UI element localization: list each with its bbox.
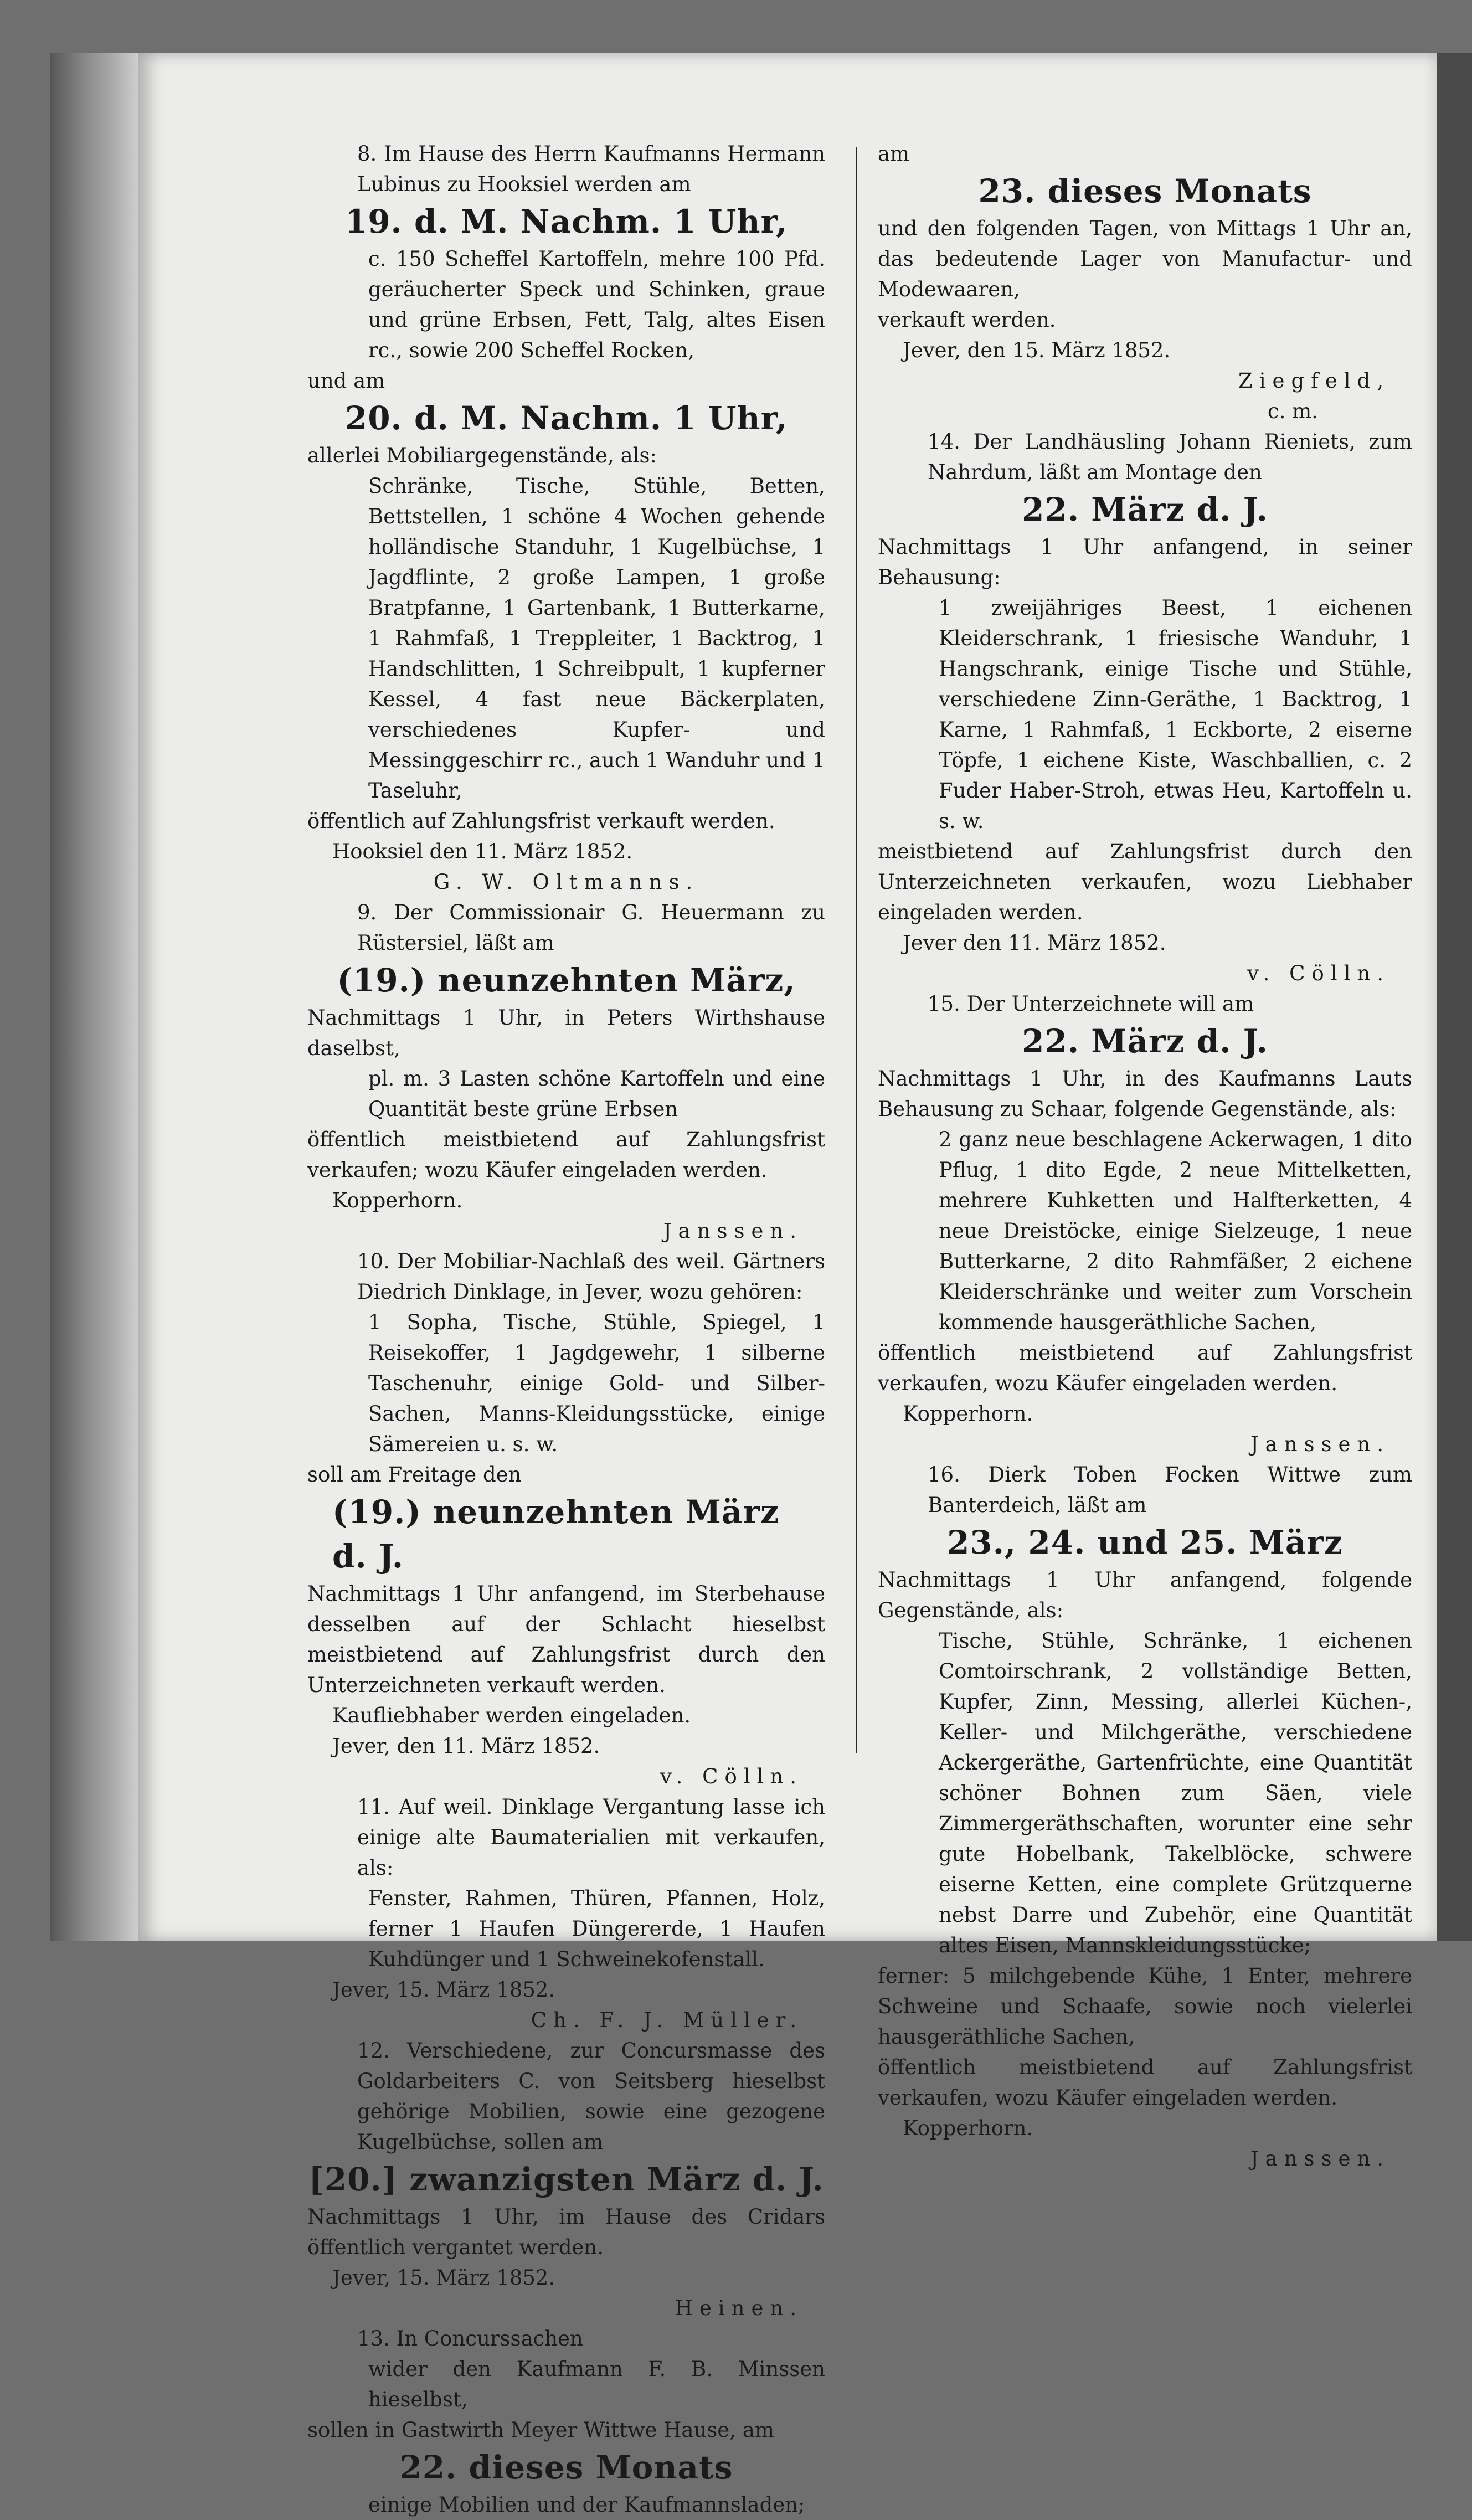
right-paragraph: 16. Dierk Toben Focken Wittwe zum Banterdeich, läßt am [928, 1463, 1412, 1517]
left-item-list: Schränke, Tische, Stühle, Betten, Bettstellen, 1 schöne 4 Wochen gehende holländische Standuhr, 1 Kugelbüchse, 1 Jagdflinte, 2 große Lampen, 1 große Bratpfanne, 1 Gartenbank, 1 Butterkarne, 1 Rahmfaß, 1 Treppleiter, 1 Backtrog, 1 Handschlitten, 1 Schreibpult, 1 kupferner Kessel, 4 fast neue Bäckerplaten, verschiedenes Kupfer- und Messinggeschirr rc., auch 1 Wanduhr und 1 Taseluhr, [368, 474, 825, 803]
right-paragraph: Kopperhorn. [903, 2116, 1033, 2140]
right-paragraph: Kopperhorn. [903, 1402, 1033, 1426]
left-paragraph: allerlei Mobiliargegenstände, als: [307, 444, 657, 467]
left-paragraph: Nachmittags 1 Uhr, in Peters Wirthshause daselbst, [307, 1006, 825, 1060]
left-paragraph: soll am Freitage den [307, 1463, 522, 1487]
left-item-list: Fenster, Rahmen, Thüren, Pfannen, Holz, ferner 1 Haufen Düngererde, 1 Haufen Kuhdünger und 1 Schweinekofenstall. [368, 1886, 825, 1971]
left-paragraph: und am [307, 369, 385, 393]
left-paragraph: öffentlich meistbietend auf Zahlungsfrist verkaufen; wozu Käufer eingeladen werden. [307, 1128, 825, 1182]
left-signature: G. W. Oltmanns. [433, 870, 699, 894]
right-paragraph: öffentlich meistbietend auf Zahlungsfrist verkaufen, wozu Käufer eingeladen werden. [878, 1341, 1412, 1395]
left-paragraph: Jever, 15. März 1852. [332, 1978, 555, 2002]
right-paragraph: verkauft werden. [878, 308, 1056, 332]
right-paragraph: Nachmittags 1 Uhr anfangend, folgende Gegenstände, als: [878, 1568, 1412, 1622]
right-paragraph: öffentlich meistbietend auf Zahlungsfrist verkaufen, wozu Käufer eingeladen werden. [878, 2055, 1412, 2110]
left-date-headline: [20.] zwanzigsten März d. J. [308, 2161, 824, 2198]
page-edge [1437, 53, 1472, 1941]
left-paragraph: öffentlich auf Zahlungsfrist verkauft werden. [307, 809, 775, 833]
left-item-list: c. 150 Scheffel Kartoffeln, mehre 100 Pfd. geräucherter Speck und Schinken, graue und grüne Erbsen, Fett, Talg, altes Eisen rc., sowie 200 Scheffel Rocken, [368, 247, 825, 362]
right-signature-note: c. m. [1267, 399, 1318, 423]
left-date-headline: (19.) neunzehnten März d. J. [332, 1493, 779, 1575]
left-paragraph: 13. In Concurssachen [357, 2327, 583, 2351]
column-divider [856, 147, 857, 1753]
left-column [307, 138, 825, 2520]
left-paragraph: Jever, den 11. März 1852. [332, 1734, 600, 1758]
left-paragraph: Nachmittags 1 Uhr anfangend, im Sterbehause desselben auf der Schlacht hieselbst meistbietend auf Zahlungsfrist durch den Unterzeichneten verkauft werden. [307, 1582, 825, 1697]
left-item-list: wider den Kaufmann F. B. Minssen hieselbst, [368, 2357, 825, 2411]
left-paragraph: Hooksiel den 11. März 1852. [332, 840, 633, 863]
left-paragraph: Kaufliebhaber werden eingeladen. [332, 1704, 691, 1727]
right-column [878, 138, 1412, 2174]
right-signature: Janssen. [1250, 2147, 1390, 2171]
left-paragraph: 10. Der Mobiliar-Nachlaß des weil. Gärtners Diedrich Dinklage, in Jever, wozu gehören: [357, 1249, 825, 1304]
right-paragraph: Jever, den 15. März 1852. [903, 338, 1171, 362]
left-date-headline: 20. d. M. Nachm. 1 Uhr, [344, 399, 788, 437]
left-paragraph: 12. Verschiedene, zur Concursmasse des Goldarbeiters C. von Seitsberg hieselbst gehörige Mobilien, sowie eine gezogene Kugelbüchse, sollen am [357, 2039, 825, 2154]
right-date-headline: 23. dieses Monats [978, 172, 1312, 210]
right-signature: v. Cölln. [1247, 961, 1390, 985]
right-paragraph: 15. Der Unterzeichnete will am [928, 992, 1254, 1016]
left-paragraph: 9. Der Commissionair G. Heuermann zu Rüstersiel, läßt am [357, 901, 825, 955]
left-item-list: 1 Sopha, Tische, Stühle, Spiegel, 1 Reisekoffer, 1 Jagdgewehr, 1 silberne Taschenuhr, einige Gold- und Silber-Sachen, Manns-Kleidungsstücke, einige Sämereien u. s. w. [368, 1310, 825, 1456]
right-item-list: Tische, Stühle, Schränke, 1 eichenen Comtoirschrank, 2 vollständige Betten, Kupfer, Zinn, Messing, allerlei Küchen-, Keller- und Milchgeräthe, verschiedene Ackergeräthe, Gartenfrüchte, eine Quantität schöner Bohnen zum Säen, viele Zimmergeräthschaften, worunter eine sehr gute Hobelbank, Takelblöcke, schwere eiserne Ketten, eine complete Grützquerne nebst Darre und Zubehör, eine Quantität altes Eisen, Mannskleidungsstücke; [939, 1629, 1412, 1957]
right-item-list: 2 ganz neue beschlagene Ackerwagen, 1 dito Pflug, 1 dito Egde, 2 neue Mittelketten, mehrere Kuhketten und Halfterketten, 4 neue Dreistöcke, einige Sielzeuge, 1 neue Butterkarne, 2 dito Rahmfäßer, 2 eichene Kleiderschränke und weiter zum Vorschein kommende hausgeräthliche Sachen, [939, 1128, 1412, 1334]
left-date-headline: (19.) neunzehnten März, [337, 961, 796, 999]
right-paragraph: ferner: 5 milchgebende Kühe, 1 Enter, mehrere Schweine und Schaafe, sowie noch vielerlei hausgeräthliche Sachen, [878, 1964, 1412, 2049]
left-signature: Ch. F. J. Müller. [531, 2008, 803, 2032]
left-paragraph: 8. Im Hause des Herrn Kaufmanns Hermann Lubinus zu Hooksiel werden am [357, 142, 825, 196]
book-spine [50, 53, 138, 1941]
right-paragraph: am [878, 142, 910, 166]
right-signature: Ziegfeld, [1238, 369, 1390, 393]
left-paragraph: 11. Auf weil. Dinklage Vergantung lasse ich einige alte Baumaterialien mit verkaufen, als: [357, 1795, 825, 1880]
right-paragraph: Nachmittags 1 Uhr, in des Kaufmanns Lauts Behausung zu Schaar, folgende Gegenstände, als: [878, 1067, 1412, 1121]
left-paragraph: sollen in Gastwirth Meyer Wittwe Hause, am [307, 2418, 774, 2442]
left-item-list: pl. m. 3 Lasten schöne Kartoffeln und eine Quantität beste grüne Erbsen [368, 1067, 825, 1121]
left-signature: v. Cölln. [660, 1765, 803, 1788]
right-signature: Janssen. [1250, 1432, 1390, 1456]
left-date-headline: 19. d. M. Nachm. 1 Uhr, [344, 203, 788, 240]
right-paragraph: und den folgenden Tagen, von Mittags 1 Uhr an, das bedeutende Lager von Manufactur- und Modewaaren, [878, 217, 1412, 301]
right-date-headline: 22. März d. J. [1022, 1022, 1268, 1060]
left-item-list: einige Mobilien und der Kaufmannsladen; [368, 2493, 805, 2517]
right-paragraph: Nachmittags 1 Uhr anfangend, in seiner Behausung: [878, 535, 1412, 589]
right-date-headline: 22. März d. J. [1022, 491, 1268, 528]
right-paragraph: 14. Der Landhäusling Johann Rieniets, zum Nahrdum, läßt am Montage den [928, 430, 1412, 484]
right-item-list: 1 zweijähriges Beest, 1 eichenen Kleiderschrank, 1 friesische Wanduhr, 1 Hangschrank, einige Tische und Stühle, verschiedene Zinn-Geräthe, 1 Backtrog, 1 Karne, 1 Rahmfaß, 1 Eckborte, 2 eiserne Töpfe, 1 eichene Kiste, Waschballien, c. 2 Fuder Haber-Stroh, etwas Heu, Kartoffeln u. s. w. [939, 596, 1412, 833]
left-paragraph: Nachmittags 1 Uhr, im Hause des Cridars öffentlich vergantet werden. [307, 2205, 825, 2259]
left-date-headline: 22. dieses Monats [399, 2449, 733, 2486]
left-signature: Janssen. [663, 1219, 803, 1243]
right-paragraph: Jever den 11. März 1852. [903, 931, 1166, 955]
left-paragraph: Jever, 15. März 1852. [332, 2266, 555, 2290]
right-paragraph: meistbietend auf Zahlungsfrist durch den Unterzeichneten verkaufen, wozu Liebhaber eingeladen werden. [878, 840, 1412, 924]
right-date-headline: 23., 24. und 25. März [947, 1524, 1343, 1561]
left-paragraph: Kopperhorn. [332, 1189, 463, 1212]
left-signature: Heinen. [675, 2296, 803, 2320]
